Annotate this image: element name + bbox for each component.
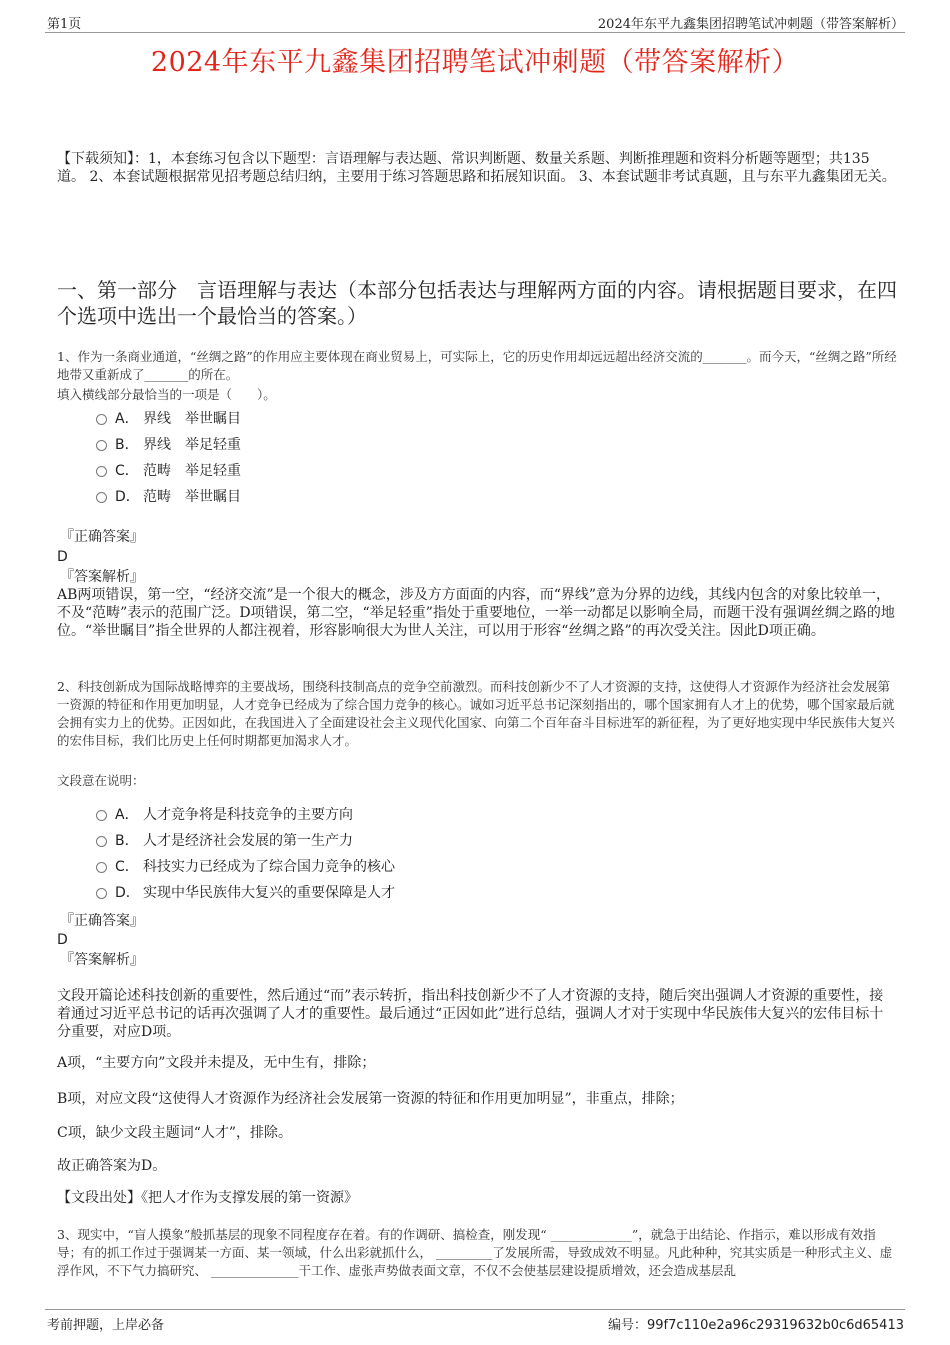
question-1-stem: 1、作为一条商业通道，“丝绸之路”的作用应主要体现在商业贸易上，可实际上，它的历史作用却远远超出经济交流的_______。而今天，“丝绸之路”所经地带又重新成了_______的所在。 [57,349,897,382]
question-2-prompt: 文段意在说明： [57,773,145,788]
download-notice: 【下载须知】：1，本套练习包含以下题型：言语理解与表达题、常识判断题、数量关系题、判断推理题和资料分析题等题型；共135道。 2、本套试题根据常见招考题总结归纳，主要用于练习答题思路和拓展知识面。 3、本套试题非考试真题，且与东平九鑫集团无关。 [57,151,896,185]
option-b[interactable]: B． 界线 举足轻重 [96,432,241,458]
section-heading: 一、第一部分 言语理解与表达（本部分包括表达与理解两方面的内容。请根据题目要求，在四个选项中选出一个最恰当的答案。） [57,278,897,328]
header-page-number: 第1页 [47,17,82,32]
radio-icon[interactable] [96,414,107,425]
radio-icon[interactable] [96,888,107,899]
question-1-options [96,406,241,510]
page-title: 2024年东平九鑫集团招聘笔试冲刺题（带答案解析） [150,47,800,78]
analysis-conclusion: 故正确答案为D。 [57,1158,167,1174]
radio-icon[interactable] [96,466,107,477]
question-2-options [96,802,395,906]
analysis-option-a: A项，“主要方向”文段并未提及，无中生有，排除； [57,1055,376,1071]
question-1-prompt: 填入横线部分最恰当的一项是（ ）。 [57,387,276,402]
footer-divider [45,1309,905,1310]
question-2-stem: 2、科技创新成为国际战略博弈的主要战场，围绕科技制高点的竞争空前激烈。而科技创新少不了人才资源的支持，这使得人才资源作为经济社会发展第一资源的特征和作用更加明显，人才竞争已经成为了综合国力竞争的核心。诚如习近平总书记深刻指出的，哪个国家拥有人才上的优势，哪个国家最后就会拥有实力上的优势。正因如此，在我国进入了全面建设社会主义现代化国家、向第二个百年奋斗目标进军的新征程，为了更好地实现中华民族伟大复兴的宏伟目标，我们比历史上任何时期都更加渴求人才。 [57,679,895,748]
answer-label: 『正确答案』 [60,529,144,545]
option-d[interactable]: D． 范畴 举世瞩目 [96,484,241,510]
analysis-option-b: B项，对应文段“这使得人才资源作为经济社会发展第一资源的特征和作用更加明显”，非重点，排除； [57,1091,684,1107]
option-a[interactable]: A． 界线 举世瞩目 [96,406,241,432]
radio-icon[interactable] [96,810,107,821]
answer-value: D [57,932,68,948]
option-a[interactable]: A． 人才竞争将是科技竞争的主要方向 [96,802,395,828]
radio-icon[interactable] [96,440,107,451]
analysis-label: 『答案解析』 [60,569,144,585]
option-c[interactable]: C． 科技实力已经成为了综合国力竞争的核心 [96,854,395,880]
analysis-text: AB两项错误，第一空，“经济交流”是一个很大的概念，涉及方方面面的内容，而“界线”意为分界的边线，其线内包含的对象比较单一，不及“范畴”表示的范围广泛。D项错误，第二空，“举足轻重”指处于重要地位，一举一动都足以影响全局，而题干没有强调丝绸之路的地位。“举世瞩目”指全世界的人都注视着，形容影响很大为世人关注，可以用于形容“丝绸之路”的再次受关注。因此D项正确。 [57,587,895,639]
radio-icon[interactable] [96,836,107,847]
question-3-stem: 3、现实中，“盲人摸象”般抓基层的现象不同程度存在着。有的作调研、搞检查，刚发现“ _____________”，就急于出结论、作指示，难以形成有效指导；有的抓工作过于强调某一方面、某一领域，什么出彩就抓什么， _________了发展所需，导致成效不明显。凡此种种，究其实质是一种形式主义、虚浮作风，不下气力搞研究、 ______________干工作、虚张声势做表面文章，不仅不会使基层建设提质增效，还会造成基层乱 [57,1227,893,1278]
header-divider [45,32,905,33]
option-b[interactable]: B． 人才是经济社会发展的第一生产力 [96,828,395,854]
option-d[interactable]: D． 实现中华民族伟大复兴的重要保障是人才 [96,880,395,906]
analysis-text: 文段开篇论述科技创新的重要性，然后通过“而”表示转折，指出科技创新少不了人才资源的支持，随后突出强调人才资源的重要性，接着通过习近平总书记的话再次强调了人才的重要性。最后通过“正因如此”进行总结，强调人才对于实现中华民族伟大复兴的宏伟目标十分重要，对应D项。 [57,988,884,1040]
answer-value: D [57,549,68,565]
footer-serial: 编号：99f7c110e2a96c29319632b0c6d65413 [608,1318,904,1333]
answer-label: 『正确答案』 [60,913,144,929]
option-c[interactable]: C． 范畴 举足轻重 [96,458,241,484]
analysis-label: 『答案解析』 [60,952,144,968]
source-citation: 【文段出处】《把人才作为支撑发展的第一资源》 [57,1190,358,1206]
radio-icon[interactable] [96,492,107,503]
analysis-option-c: C项，缺少文段主题词“人才”，排除。 [57,1125,293,1141]
header-doc-title: 2024年东平九鑫集团招聘笔试冲刺题（带答案解析） [597,17,904,32]
radio-icon[interactable] [96,862,107,873]
footer-slogan: 考前押题，上岸必备 [47,1318,165,1333]
